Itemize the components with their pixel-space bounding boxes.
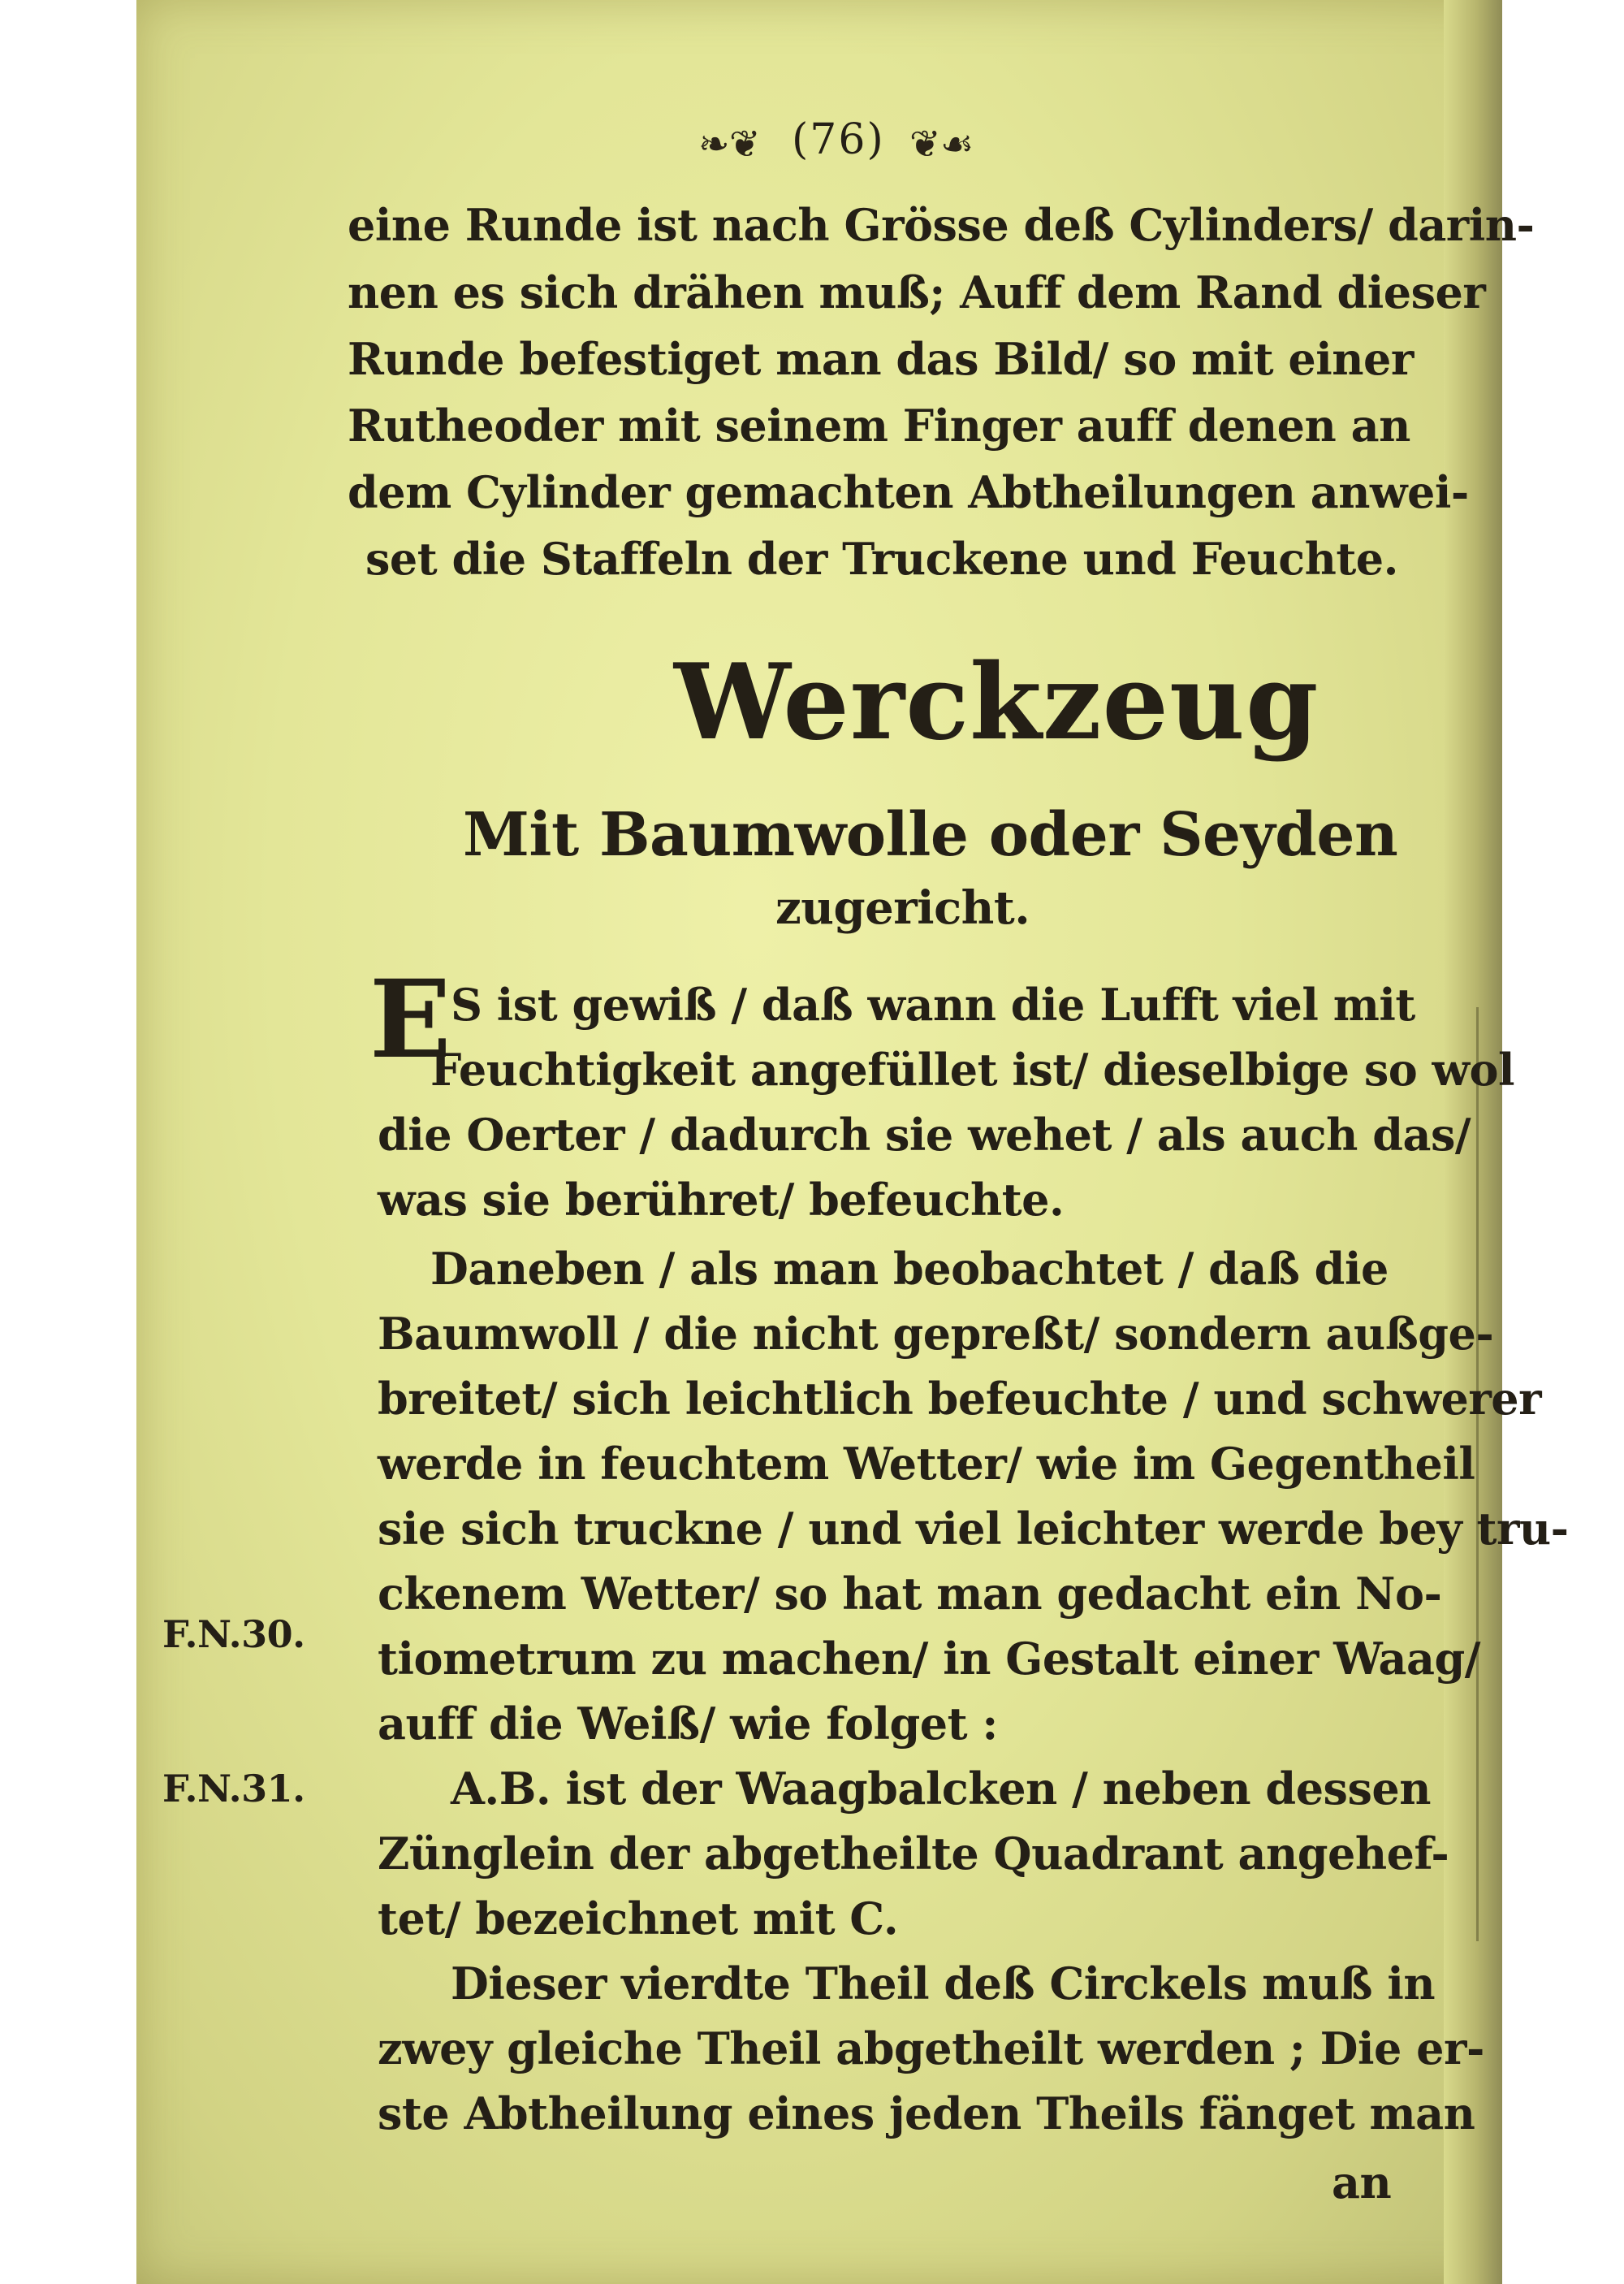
page-number: (76)	[792, 115, 885, 164]
text-line: werde in feuchtem Wetter/ wie im Gegentheil	[378, 1438, 1475, 1490]
text-line: tiometrum zu machen/ in Gestalt einer Waag/	[378, 1633, 1480, 1685]
header-ornament-right: ❦☙	[909, 122, 974, 166]
text-line: A.B. ist der Waagbalcken / neben dessen	[451, 1763, 1431, 1815]
text-line: nen es sich drähen muß; Auff dem Rand dieser	[348, 266, 1486, 318]
text-line: Zünglein der abgetheilte Quadrant angehef-	[378, 1828, 1449, 1880]
header-ornament-left: ❧❦	[698, 122, 761, 166]
text-line: set die Staffeln der Truckene und Feuchte.	[365, 533, 1398, 585]
catchword: an	[1332, 2156, 1392, 2208]
text-line: S ist gewiß / daß wann die Lufft viel mit	[451, 979, 1415, 1031]
drop-cap: E	[369, 957, 451, 1083]
text-line: eine Runde ist nach Grösse deß Cylinders/ darin-	[348, 199, 1535, 251]
margin-note: F.N.30.	[162, 1612, 305, 1656]
text-line: auff die Weiß/ wie folget :	[378, 1698, 998, 1750]
text-line: breitet/ sich leichtlich befeuchte / und schwerer	[378, 1373, 1542, 1425]
margin-note: F.N.31.	[162, 1767, 305, 1810]
text-line: ckenem Wetter/ so hat man gedacht ein No-	[378, 1568, 1442, 1620]
text-line: Rutheoder mit seinem Finger auff denen an	[348, 400, 1410, 452]
text-line: ste Abtheilung eines jeden Theils fänget man	[378, 2087, 1475, 2139]
text-line: Feuchtigkeit angefüllet ist/ dieselbige so wol	[430, 1044, 1515, 1096]
text-line: Dieser vierdte Theil deß Circkels muß in	[451, 1957, 1436, 2009]
text-line: tet/ bezeichnet mit C.	[378, 1893, 899, 1944]
binding-line	[1476, 1007, 1479, 1941]
text-line: die Oerter / dadurch sie wehet / als auch das/	[378, 1109, 1471, 1161]
section-title: Werckzeug	[674, 642, 1320, 763]
text-line: Daneben / als man beobachtet / daß die	[430, 1243, 1389, 1295]
section-subtitle: Mit Baumwolle oder Seyden	[463, 800, 1398, 870]
text-line: dem Cylinder gemachten Abtheilungen anwei-	[348, 466, 1469, 518]
text-line: zwey gleiche Theil abgetheilt werden ; Die er-	[378, 2022, 1484, 2074]
text-line: was sie berühret/ befeuchte.	[378, 1174, 1065, 1226]
text-line: Runde befestiget man das Bild/ so mit einer	[348, 333, 1414, 385]
text-line: Baumwoll / die nicht gepreßt/ sondern außge-	[378, 1308, 1494, 1360]
text-line: sie sich truckne / und viel leichter werde bey tru-	[378, 1503, 1569, 1555]
section-subtitle-continued: zugericht.	[775, 881, 1030, 935]
